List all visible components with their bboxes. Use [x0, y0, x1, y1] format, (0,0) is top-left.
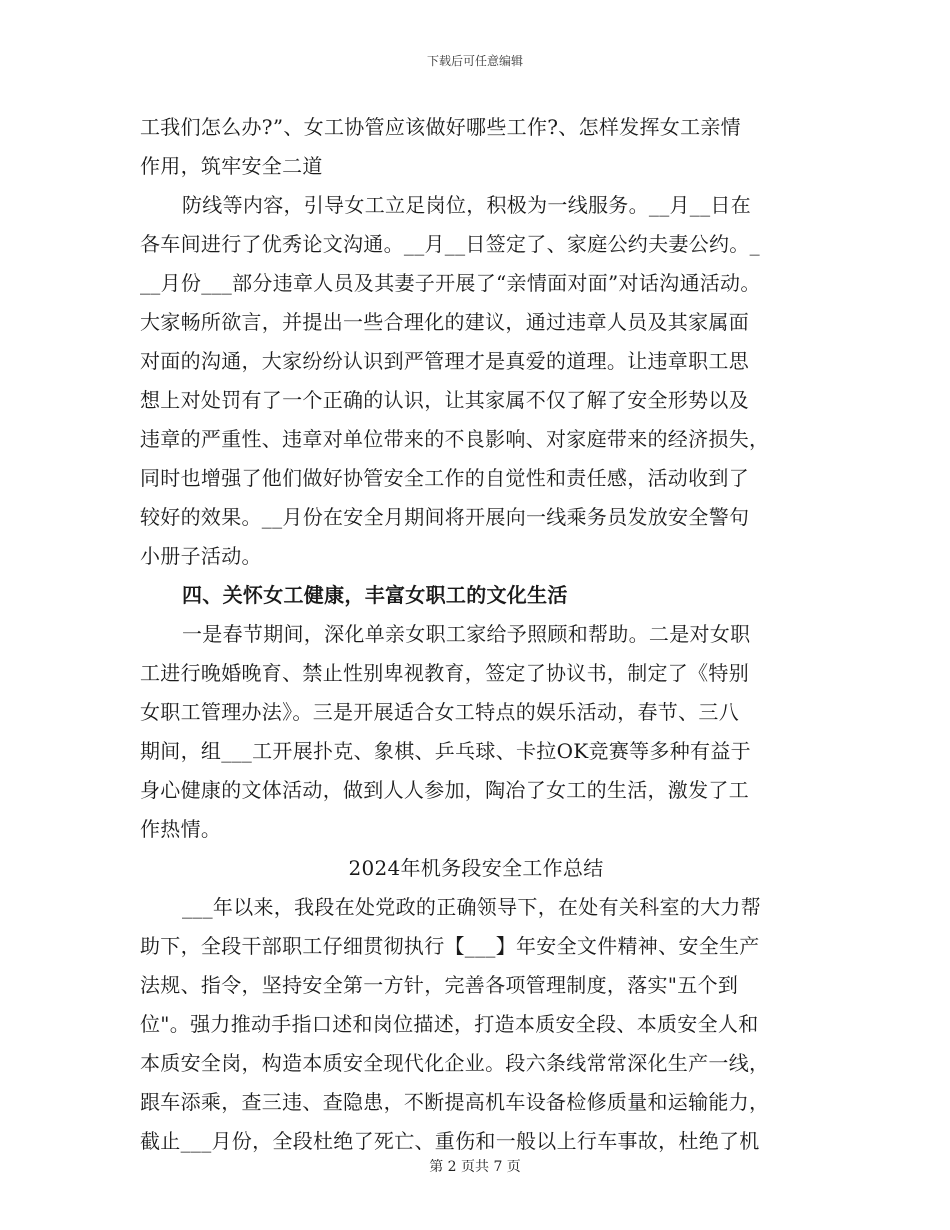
body-line: 大家畅所欲言，并提出一些合理化的建议，通过违章人员及其家属面	[140, 310, 749, 334]
body-line: 截止___月份，全段杜绝了死亡、重伤和一般以上行车事故，杜绝了机	[140, 1129, 760, 1153]
body-line: ___年以来，我段在处党政的正确领导下，在处有关科室的大力帮	[182, 895, 761, 919]
body-line: 女职工管理办法》。三是开展适合女工特点的娱乐活动，春节、三八	[140, 700, 739, 724]
body-line: 本质安全岗，构造本质安全现代化企业。段六条线常常深化生产一线，	[140, 1051, 770, 1075]
body-line: 作热情。	[140, 817, 222, 841]
body-line: 位"。强力推动手指口述和岗位描述，打造本质安全段、本质安全人和	[140, 1012, 759, 1036]
body-line: 防线等内容，引导女工立足岗位，积极为一线服务。__月__日在	[182, 193, 751, 217]
body-line: 一是春节期间，深化单亲女职工家给予照顾和帮助。二是对女职	[182, 622, 751, 646]
body-line: 小册子活动。	[140, 544, 262, 568]
body-line: 工我们怎么办?”、女工协管应该做好哪些工作?、怎样发挥女工亲情	[140, 115, 741, 139]
body-line: 工进行晚婚晚育、禁止性别卑视教育，签定了协议书，制定了《特别	[140, 661, 749, 685]
body-line: 较好的效果。__月份在安全月期间将开展向一线乘务员发放安全警句	[140, 505, 750, 529]
document-body	[140, 108, 812, 1161]
body-line: 对面的沟通，大家纷纷认识到严管理才是真爱的道理。让违章职工思	[140, 349, 749, 373]
body-line: 违章的严重性、违章对单位带来的不良影响、对家庭带来的经济损失，	[140, 427, 770, 451]
page-number: 第 2 页共 7 页	[429, 1159, 521, 1175]
document-title: 2024年机务段安全工作总结	[348, 856, 604, 880]
body-line: __月份___部分违章人员及其妻子开展了“亲情面对面”对话沟通活动。	[140, 271, 761, 295]
page-header-note: 下载后可任意编辑	[426, 54, 523, 68]
body-line: 助下，全段干部职工仔细贯彻执行【___】年安全文件精神、安全生产	[140, 934, 760, 958]
body-line: 法规、指令，坚持安全第一方针，完善各项管理制度，落实"五个到	[140, 973, 739, 997]
body-line: 跟车添乘，查三违、查隐患，不断提高机车设备检修质量和运输能力，	[140, 1090, 770, 1114]
body-line: 各车间进行了优秀论文沟通。__月__日签定了、家庭公约夫妻公约。_	[140, 232, 760, 256]
body-line: 想上对处罚有了一个正确的认识，让其家属不仅了解了安全形势以及	[140, 388, 749, 412]
body-line: 作用，筑牢安全二道	[140, 154, 323, 178]
body-line: 身心健康的文体活动，做到人人参加，陶冶了女工的生活，激发了工	[140, 778, 749, 802]
section-heading: 四、关怀女工健康，丰富女职工的文化生活	[182, 583, 568, 607]
body-line: 同时也增强了他们做好协管安全工作的自觉性和责任感，活动收到了	[140, 466, 749, 490]
body-line: 期间，组___工开展扑克、象棋、乒乓球、卡拉OK竞赛等多种有益于	[140, 739, 751, 763]
